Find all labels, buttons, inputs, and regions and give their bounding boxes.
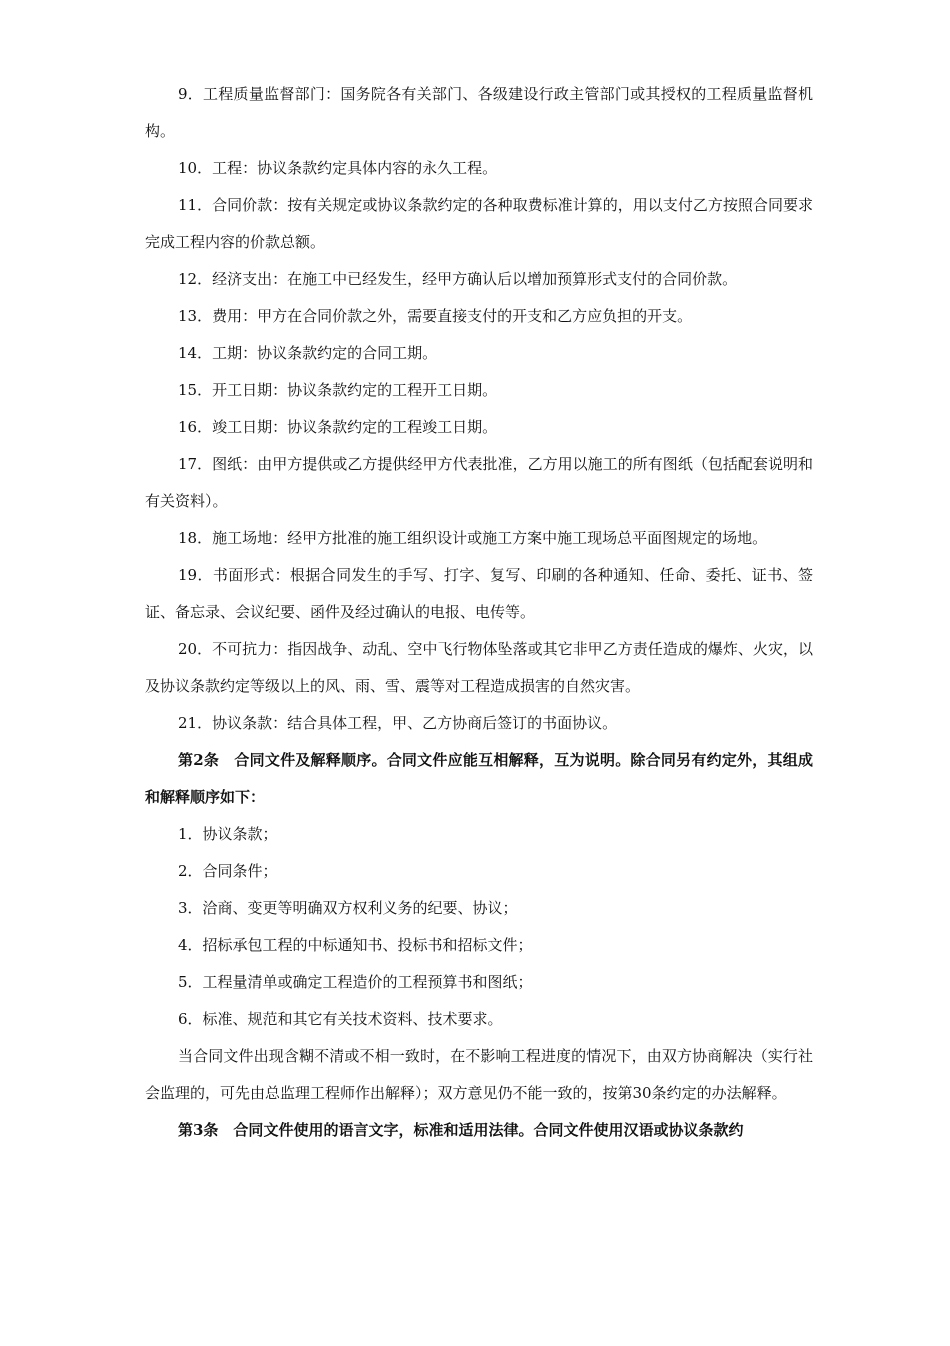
article-2-note: 当合同文件出现含糊不清或不相一致时，在不影响工程进度的情况下，由双方协商解决（实行社会监理的，可先由总监理工程师作出解释）；双方意见仍不能一致的，按第30条约定的办法解释。 [145, 1047, 813, 1102]
article-2-item-1: 1．协议条款； [178, 825, 278, 843]
definition-13: 13．费用：甲方在合同价款之外，需要直接支付的开支和乙方应负担的开支。 [178, 307, 693, 325]
definition-10: 10．工程：协议条款约定具体内容的永久工程。 [178, 159, 498, 177]
definition-11: 11．合同价款：按有关规定或协议条款约定的各种取费标准计算的，用以支付乙方按照合同要求完成工程内容的价款总额。 [145, 196, 813, 251]
article-2-item-2: 2．合同条件； [178, 862, 278, 880]
definition-16: 16．竣工日期：协议条款约定的工程竣工日期。 [178, 418, 498, 436]
definition-18: 18．施工场地：经甲方批准的施工组织设计或施工方案中施工现场总平面图规定的场地。 [178, 529, 768, 547]
article-2-item-4: 4．招标承包工程的中标通知书、投标书和招标文件； [178, 936, 533, 954]
definition-9: 9．工程质量监督部门：国务院各有关部门、各级建设行政主管部门或其授权的工程质量监督机构。 [145, 85, 813, 140]
article-2-item-3: 3．洽商、变更等明确双方权利义务的纪要、协议； [178, 899, 518, 917]
definition-12: 12．经济支出：在施工中已经发生，经甲方确认后以增加预算形式支付的合同价款。 [178, 270, 738, 288]
definition-21: 21．协议条款：结合具体工程，甲、乙方协商后签订的书面协议。 [178, 714, 618, 732]
definition-17: 17．图纸：由甲方提供或乙方提供经甲方代表批准，乙方用以施工的所有图纸（包括配套说明和有关资料）。 [145, 455, 813, 510]
article-2-heading: 第2条 合同文件及解释顺序。合同文件应能互相解释，互为说明。除合同另有约定外，其组成和解释顺序如下： [145, 751, 813, 806]
definition-19: 19．书面形式：根据合同发生的手写、打字、复写、印刷的各种通知、任命、委托、证书、签证、备忘录、会议纪要、函件及经过确认的电报、电传等。 [145, 566, 813, 621]
definition-15: 15．开工日期：协议条款约定的工程开工日期。 [178, 381, 498, 399]
definition-14: 14．工期：协议条款约定的合同工期。 [178, 344, 438, 362]
article-2-item-5: 5．工程量清单或确定工程造价的工程预算书和图纸； [178, 973, 533, 991]
article-2-item-6: 6．标准、规范和其它有关技术资料、技术要求。 [178, 1010, 503, 1028]
document-body [145, 76, 813, 1149]
definition-20: 20．不可抗力：指因战争、动乱、空中飞行物体坠落或其它非甲乙方责任造成的爆炸、火灾，以及协议条款约定等级以上的风、雨、雪、震等对工程造成损害的自然灾害。 [145, 640, 813, 695]
article-3-heading: 第3条 合同文件使用的语言文字，标准和适用法律。合同文件使用汉语或协议条款约 [178, 1121, 744, 1139]
